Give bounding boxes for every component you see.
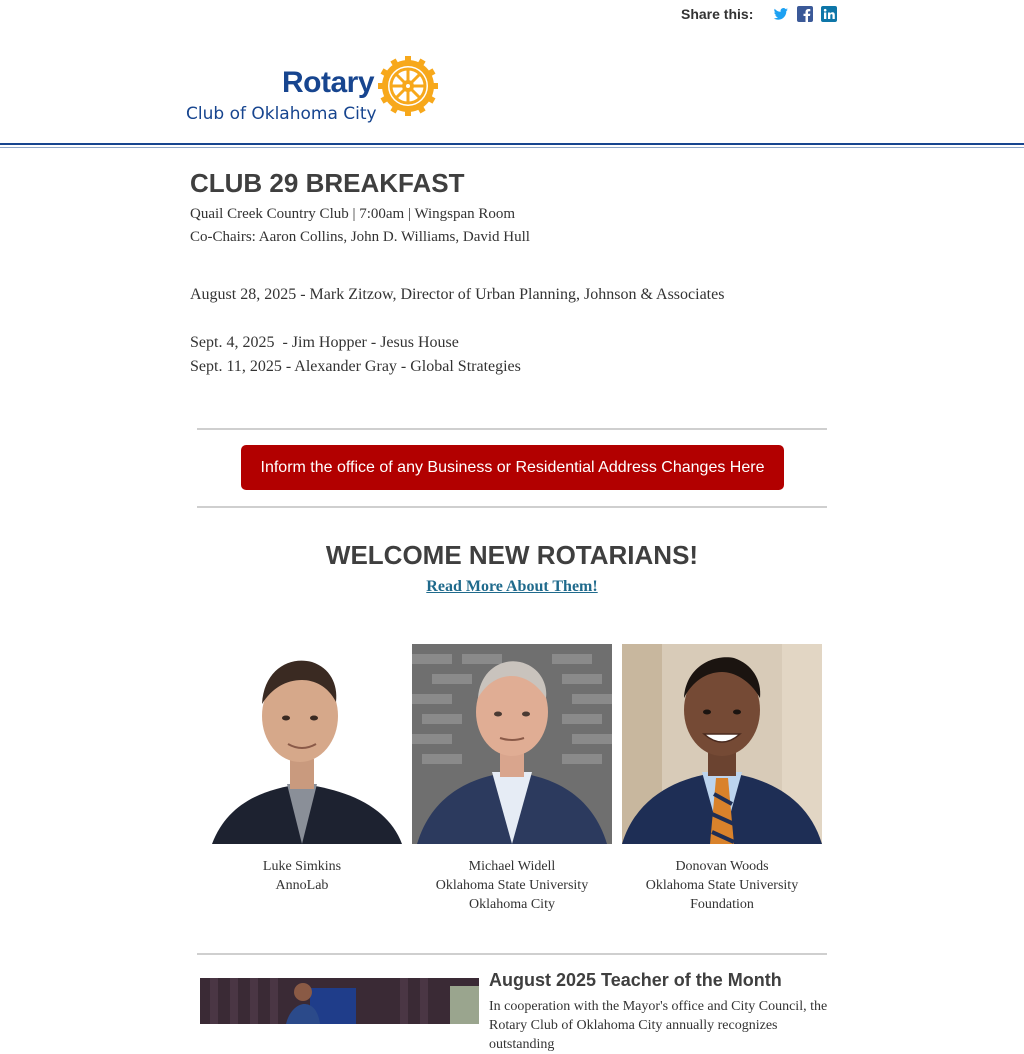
member-portrait-icon — [622, 644, 822, 844]
read-more-link[interactable]: Read More About Them! — [426, 578, 598, 595]
teacher-body: In cooperation with the Mayor's office and City Council, the Rotary Club of Oklahoma City annually recognizes outstanding — [489, 999, 828, 1052]
member-name: Luke Simkins — [262, 859, 342, 874]
share-bar — [681, 3, 837, 25]
member-portrait-icon — [412, 644, 612, 844]
member-photo — [202, 644, 402, 844]
linkedin-icon[interactable] — [821, 6, 837, 22]
member-org: AnnoLab — [275, 878, 329, 893]
welcome-title: WELCOME NEW ROTARIANS! — [325, 540, 699, 570]
event-cochairs: Co-Chairs: Aaron Collins, John D. Williams, David Hull — [190, 229, 530, 245]
logo-wordmark: Rotary — [282, 66, 375, 99]
member-photo — [412, 644, 612, 844]
schedule-item: Sept. 11, 2025 - Alexander Gray - Global Strategies — [190, 358, 521, 375]
teacher-photo-image — [200, 978, 479, 1024]
member-org: Foundation — [690, 897, 754, 912]
teacher-title: August 2025 Teacher of the Month — [489, 970, 782, 990]
member-org: Oklahoma State University — [435, 878, 589, 893]
member-caption — [407, 857, 617, 914]
rotary-logo[interactable] — [186, 56, 438, 128]
rotary-wheel-icon — [378, 56, 438, 116]
member-caption — [197, 857, 407, 895]
member-name: Donovan Woods — [675, 859, 769, 874]
facebook-icon[interactable] — [797, 6, 813, 22]
member-name: Michael Widell — [468, 859, 556, 874]
section-divider — [197, 506, 827, 508]
schedule-item: August 28, 2025 - Mark Zitzow, Director of Urban Planning, Johnson & Associates — [190, 286, 725, 303]
event-location: Quail Creek Country Club | 7:00am | Wingspan Room — [190, 206, 516, 222]
schedule-item: Sept. 4, 2025 - Jim Hopper - Jesus House — [190, 334, 459, 351]
header-divider-thin — [0, 147, 1024, 148]
share-label: Share this: — [681, 6, 754, 22]
read-more-link-wrapper — [197, 578, 827, 596]
member-photo — [622, 644, 822, 844]
twitter-icon[interactable] — [773, 6, 789, 22]
header-divider — [0, 143, 1024, 145]
member-portrait-icon — [202, 644, 402, 844]
section-divider — [197, 953, 827, 955]
section-divider — [197, 428, 827, 430]
member-caption — [617, 857, 827, 914]
logo-subtitle: Club of Oklahoma City — [186, 104, 377, 124]
member-org: Oklahoma State University — [645, 878, 799, 893]
member-org: Oklahoma City — [469, 897, 555, 912]
address-change-button[interactable]: Inform the office of any Business or Residential Address Changes Here — [241, 445, 784, 490]
event-title: CLUB 29 BREAKFAST — [190, 168, 465, 198]
teacher-photo — [200, 978, 479, 1024]
